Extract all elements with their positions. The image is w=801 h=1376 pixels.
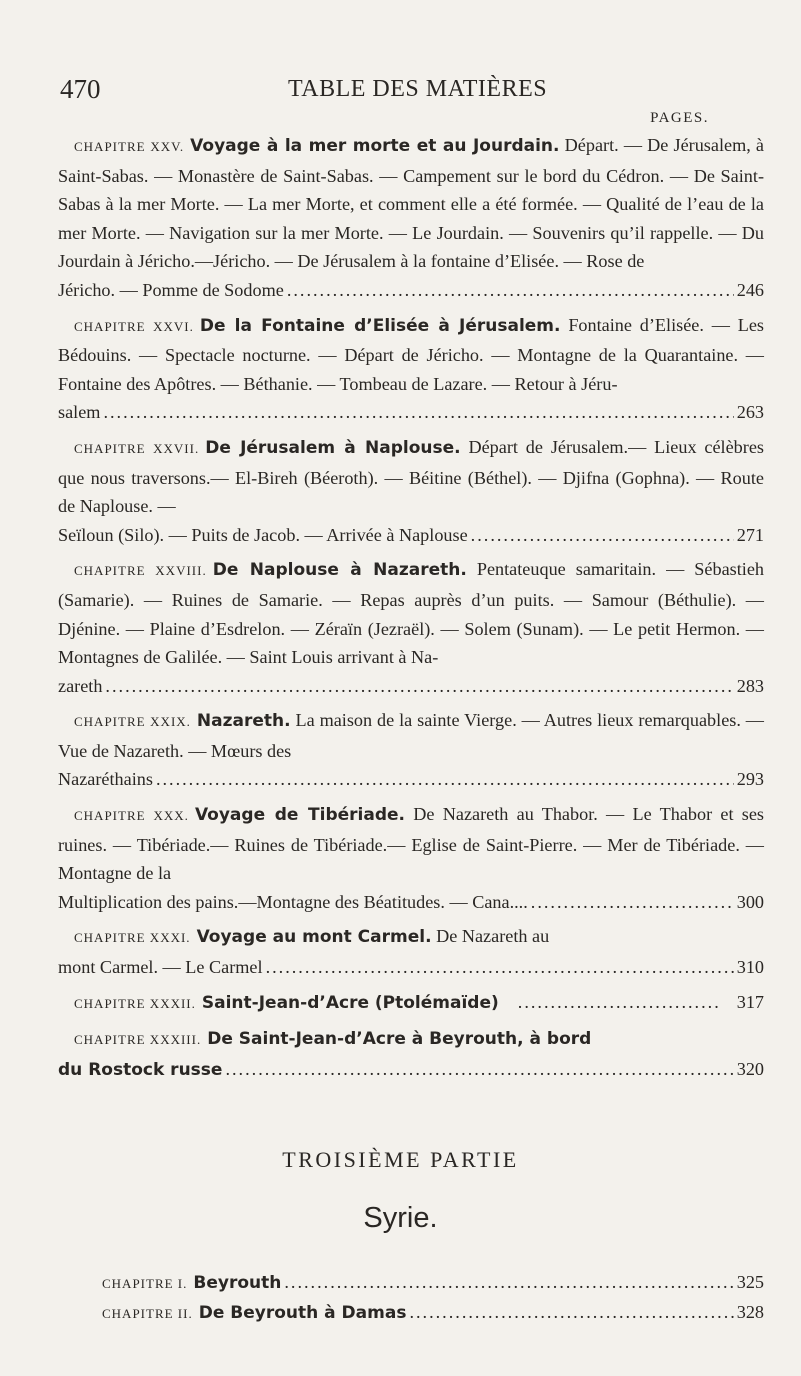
chapter-number: CHAPITRE XXVIII. [74, 563, 207, 579]
chapter-heading [74, 926, 432, 946]
toc-entry [58, 922, 764, 981]
dot-leader [266, 953, 734, 982]
chapter-heading [74, 804, 405, 824]
chapter-summary: Pentateuque samaritain. — Sébastieh (Samarie). — Ruines de Samarie. — Repas auprès d’un puits. — Samour (Béthulie). — Djénine. — Plaine d’Esdrelon. — Zéraïn (Jezraël). — Solem (Sunam). — Le petit Hermon. — Montagnes de Galilée. — Saint Louis arrivant à Na- [58, 559, 765, 668]
chapter-title: Beyrouth [193, 1273, 282, 1293]
chapter-title: Voyage au mont Carmel. [196, 927, 432, 948]
part-title: TROISIÈME PARTIE [282, 1147, 519, 1172]
chapter-summary: Départ. — De Jérusalem, à Saint-Sabas. — Monastère de Saint-Sabas. — Campement sur le bord du Cédron. — De Saint-Sabas à la mer Morte. — La mer Morte, et comment elle a été formée. — Qualité de l’eau de la mer Morte. — Navigation sur la mer Morte. — Le Jourdain. — Souvenirs qu’il rappelle. — Du Jourdain à Jéricho.—Jéricho. — De Jérusalem à la fontaine d’Elisée. — Rose de [58, 135, 764, 272]
chapter-heading [74, 1028, 591, 1048]
chapter-number: CHAPITRE XXVII. [74, 440, 200, 456]
dot-leader [156, 765, 734, 794]
chapter-number: CHAPITRE XXXII. [74, 995, 196, 1011]
dot-leader [409, 1298, 733, 1326]
toc-entry [102, 1298, 764, 1328]
chapter-number: CHAPITRE XXIX. [74, 714, 191, 730]
leader-line [58, 765, 764, 794]
dot-leader [103, 398, 733, 427]
toc-entry [58, 988, 764, 1019]
dot-leader [471, 521, 734, 550]
leader-line [102, 1268, 764, 1298]
dot-leader [225, 1055, 733, 1084]
summary-last-line: Jéricho. — Pomme de Sodome [58, 279, 284, 300]
dot-leader [287, 276, 734, 305]
leader-line [58, 398, 764, 427]
toc-entry [58, 311, 764, 427]
page-ref: 293 [736, 769, 764, 790]
page-ref: 263 [736, 402, 764, 423]
toc-entry [58, 131, 764, 305]
leader-line [58, 276, 764, 305]
leader-line [58, 888, 764, 917]
leader-line [102, 1298, 764, 1328]
chapter-title: Voyage de Tibériade. [194, 805, 406, 826]
chapter-title: Voyage à la mer morte et au Jourdain. [190, 136, 560, 156]
chapter-summary: Départ de Jérusalem.— Lieux célèbres que nous traversons.— El-Bireh (Béeroth). — Béitine (Béthel). — Djifna (Gophna). — Route de Naplouse. — [58, 436, 764, 517]
page-ref: 320 [736, 1058, 764, 1079]
summary-last-line: du Rostock russe [58, 1059, 223, 1080]
chapter-heading [74, 315, 560, 335]
chapter-title: De Naplouse à Nazareth. [212, 560, 467, 581]
toc-entry [102, 1268, 764, 1298]
chapter-number: CHAPITRE XXVI. [74, 318, 194, 334]
summary-last-line: Nazaréthains [58, 769, 153, 790]
chapter-title: Nazareth. [196, 711, 291, 732]
section-title: Syrie. [363, 1202, 438, 1234]
chapter-title: Saint-Jean-d’Acre (Ptolémaïde) [201, 992, 499, 1013]
chapter-title: De Beyrouth à Damas [198, 1303, 407, 1323]
leader-line [58, 988, 764, 1019]
chapter-summary: La maison de la sainte Vierge. — Autres lieux remarquables. — Vue de Nazareth. — Mœurs des [58, 710, 764, 761]
summary-last-line: Multiplication des pains.—Montagne des Béatitudes. — Cana.... [58, 891, 528, 912]
summary-last-line: salem [58, 402, 101, 423]
table-of-contents-part-three [102, 1268, 764, 1328]
chapter-summary: Fontaine d’Elisée. — Les Bédouins. — Spectacle nocturne. — Départ de Jéricho. — Montagne de la Quarantaine. — Fontaine des Apôtres. — Béthanie. — Tombeau de Lazare. — Retour à Jéru- [58, 314, 764, 394]
chapter-summary: De Nazareth au Thabor. — Le Thabor et ses ruines. — Tibériade.— Ruines de Tibériade.— Eglise de Saint-Pierre. — Mer de Tibériade. — Montagne de la [58, 804, 764, 884]
summary-last-line: zareth [58, 675, 103, 696]
chapter-title: De Saint-Jean-d’Acre à Beyrouth, à bord [207, 1029, 592, 1050]
dot-leader [105, 672, 733, 701]
dot-leader [284, 1268, 733, 1296]
page-ref: 317 [736, 991, 764, 1012]
page-ref: 283 [736, 675, 764, 696]
toc-entry [58, 800, 764, 916]
chapter-heading [74, 710, 291, 730]
page-ref: 325 [736, 1272, 764, 1292]
leader-line [58, 1055, 764, 1085]
toc-entry [58, 555, 764, 700]
page-ref: 300 [736, 891, 764, 912]
chapter-title: De Jérusalem à Naplouse. [205, 437, 461, 458]
chapter-number: CHAPITRE XXX. [74, 808, 189, 824]
chapter-heading [74, 437, 461, 457]
dot-leader [502, 988, 718, 1017]
running-head [60, 74, 760, 108]
chapter-heading [102, 1268, 281, 1298]
chapter-number: CHAPITRE XXV. [74, 139, 185, 154]
table-of-contents [58, 131, 764, 1090]
chapter-heading [102, 1298, 406, 1328]
page-ref: 246 [736, 279, 764, 300]
leader-line [58, 953, 764, 982]
page-ref: 310 [736, 957, 764, 978]
chapter-heading [74, 135, 560, 155]
pages-column-label: PAGES. [650, 110, 709, 126]
toc-entry [58, 706, 764, 794]
chapter-summary: De Nazareth au [436, 926, 550, 947]
chapter-number: CHAPITRE XXXI. [74, 930, 191, 946]
page-ref: 328 [736, 1302, 764, 1322]
chapter-number: CHAPITRE II. [102, 1306, 193, 1321]
summary-last-line: Seïloun (Silo). — Puits de Jacob. — Arrivée à Naplouse [58, 524, 468, 545]
page-number: 470 [60, 74, 101, 104]
chapter-number: CHAPITRE XXXIII. [74, 1032, 202, 1048]
chapter-heading [74, 559, 467, 579]
leader-line [58, 672, 764, 701]
page-ref: 271 [736, 524, 764, 545]
summary-last-line: mont Carmel. — Le Carmel [58, 957, 263, 978]
dot-leader [531, 888, 734, 917]
chapter-heading [58, 988, 499, 1019]
toc-entry [58, 1024, 764, 1084]
toc-entry [58, 433, 764, 549]
leader-line [58, 521, 764, 550]
chapter-title: De la Fontaine d’Elisée à Jérusalem. [199, 315, 561, 336]
chapter-number: CHAPITRE I. [102, 1276, 188, 1291]
running-title: TABLE DES MATIÈRES [288, 76, 548, 102]
